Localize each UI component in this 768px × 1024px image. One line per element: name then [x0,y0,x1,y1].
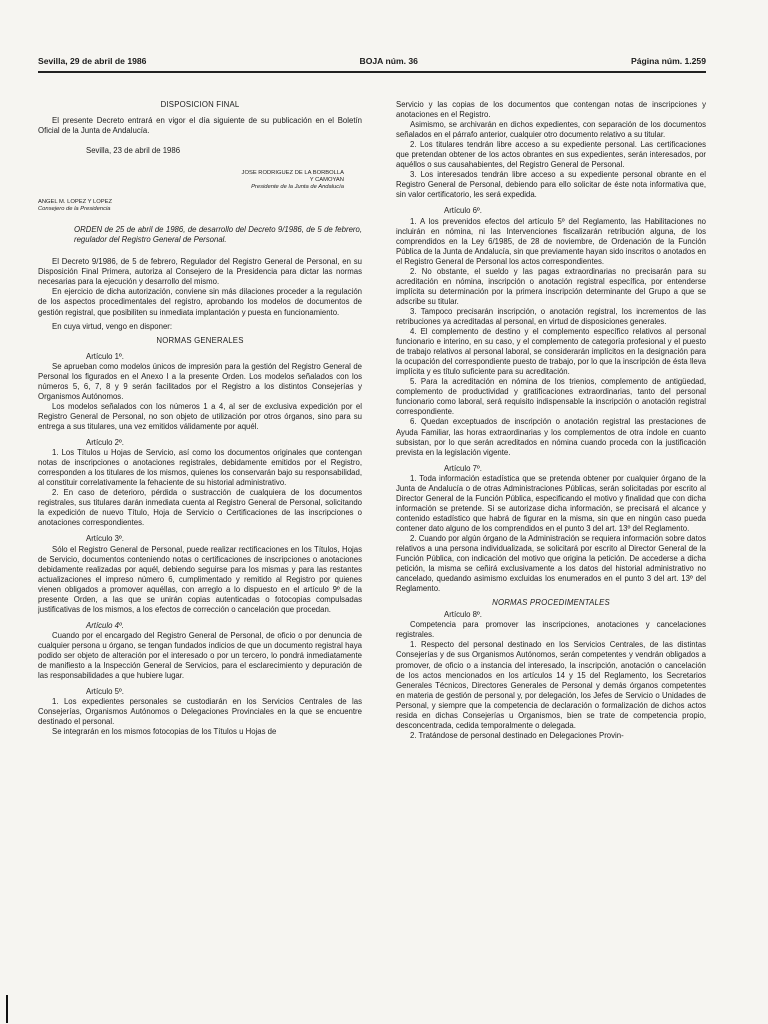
article-title: Artículo 3º. [86,534,124,544]
signer-name: ANGEL M. LOPEZ Y LOPEZ [38,199,112,206]
section-title-normas-generales: NORMAS GENERALES [156,335,244,345]
paragraph: 3. Los interesados tendrán libre acceso a su expediente personal obrante en el Registro General de Personal, debiendo para ello solicitar de éste nota informativa que, sin valor certificatorio, les será expedida. [396,170,706,200]
paragraph: 3. Tampoco precisarán inscripción, o anotación registral, los incrementos de las retribuciones ya acreditadas al personal, en virtud de disposiciones generales. [396,306,706,326]
paragraph: 1. A los prevenidos efectos del artículo 5º del Reglamento, las Habilitaciones no incluirán en nómina, ni las Intervenciones fiscalizarán retribución alguna, de los comprendidos en la Ley 6/1985, de 28 de noviembre, de Ordenación de la Función Pública de la Junta de Andalucía, sin que previamente hayan sido inscritos o anotados en el Registro General de Personal los actos correspondientes. [396,216,706,266]
paragraph: Se integrarán en los mismos fotocopias de los Títulos u Hojas de [52,727,277,737]
article-title: Artículo 4º. [86,620,124,630]
article-title: Artículo 7º. [444,463,482,473]
header-page-number: Página núm. 1.259 [631,56,706,66]
signer-role: Presidente de la Junta de Andalucía [251,184,344,191]
paragraph: Sólo el Registro General de Personal, puede realizar rectificaciones en los Títulos, Hojas de Servicio, documentos conteniendo notas o certificaciones de inscripciones o anotaciones debidamente realizadas por aquél, debiendo seguirse para los mismas y para las restantes actualizaciones el impreso número 6, cumplimentado y remitido al Registro por quienes vienen obligados a promover aquéllas, con arreglo a lo dispuesto en el artículo 9º de la presente Orden, a las que se unirán copias autenticadas o fotocopias compulsadas justificativas de los mismos, a los efectos de corrección o cancelación que procedan. [38,544,362,614]
paragraph: 5. Para la acreditación en nómina de los trienios, complemento de antigüedad, complemento de productividad y gratificaciones extraordinarias, tanto del personal funcionario como laboral, será requisito indispensable la inscripción o anotación registral correspondiente. [396,377,706,417]
paragraph: El Decreto 9/1986, de 5 de febrero, Regulador del Registro General de Personal, en su Disposición Final Primera, autoriza al Consejero de la Presidencia para dictar las normas necesarias para la ejecución y desarrollo del mismo. [38,257,362,287]
paragraph: 2. En caso de deterioro, pérdida o sustracción de cualquiera de los documentos registrales, sus titulares darán inmediata cuenta al Registro General de Personal, solicitando la expedición de nuevo Título, Hoja de Servicio o Certificaciones de las inscripciones o anotaciones correspondientes. [38,488,362,528]
article-title: Artículo 8º. [444,610,482,620]
signer-name: JOSE RODRIGUEZ DE LA BORBOLLA [241,170,344,177]
paragraph: Cuando por el encargado del Registro General de Personal, de oficio o por denuncia de cualquier persona u órgano, se tengan fundados indicios de que un documento registral haya podido ser objeto de alteración por el interesado o por un tercero, lo pondrá inmediatamente de manifiesto a la Inspección General de Servicios, para el esclarecimiento y depuración de las responsabilidades a que hubiere lugar. [38,630,362,681]
paragraph: Asimismo, se archivarán en dichos expedientes, con separación de los documentos señalados en el párrafo anterior, cualquier otro documento relativo a su titular. [396,120,706,140]
signature-president [38,170,362,191]
paragraph: 4. El complemento de destino y el complemento específico relativos al personal funcionario e interino, en su caso, y el complemento de categoría profesional y el puesto de trabajo relativos al personal laboral, se considerarán implícitos en la designación para la ocupación del correspondiente puesto de trabajo, por lo que la inscripción de ésta lleva implícita y es título suficiente para su acreditación. [396,327,706,377]
paragraph: 2. Cuando por algún órgano de la Administración se requiera información sobre datos relativos a una persona individualizada, se solicitará por escrito al Director General de la Función Pública, con indicación del motivo que origina la petición. De accederse a dicha petición, la misma se ceñirá exclusivamente a los datos del historial administrativo no cancelado, quedando asimismo excluidas los enumerados en el punto 3 del art. 13º del Reglamento. [396,533,706,594]
paragraph: En cuya virtud, vengo en disponer: [52,321,173,331]
signer-name-cont: Y CAMOYAN [309,177,344,184]
article-title: Artículo 6º. [444,206,482,216]
paragraph: El presente Decreto entrará en vigor el día siguiente de su publicación en el Boletín Oficial de la Junta de Andalucía. [38,116,362,136]
signature-consejero [38,199,362,213]
signing-date: Sevilla, 23 de abril de 1986 [86,146,181,156]
paragraph: 1. Los Títulos u Hojas de Servicio, así como los documentos originales que contengan notas de inscripciones o anotaciones registrales, debidamente emitidos por el Registro, corresponden a los titulares de los mismos, quienes los conservarán bajo su responsabilidad, al constituir correlativamente la fehaciente de su historial administrativo. [38,448,362,488]
left-column [38,100,362,1006]
paragraph: En ejercicio de dicha autorización, conviene sin más dilaciones proceder a la regulación de los aspectos procedimentales del registro, aprobando los modelos de documentos de gestión registral, que posibiliten su inmediata implantación y puesta en funcionamiento. [38,287,362,317]
page-header [38,56,706,66]
paragraph: 1. Respecto del personal destinado en los Servicios Centrales, de las distintas Consejerías y de sus Organismos Autónomos, serán competentes y vendrán obligados a promover, de oficio o a instancia del interesado, la inscripción, anotación o cancelación de los actos mencionados en los artículos 14 y 15 del Reglamento, los Secretarios Generales Técnicos, Directores Generales de Personal y demás órganos competentes en materia de gestión de personal y, por delegación, los Jefes de Servicio o Unidades de Personal, y siempre que la competencia de declaración o formalización de dichos actos resida en dichas Consejerías u Organismos, bien se trate de competencia propio, desconcentrada, cedida temporalmente o delegada. [396,640,706,730]
section-title-disposicion-final: DISPOSICION FINAL [160,100,240,109]
article-title: Artículo 5º. [86,687,124,697]
section-title-normas-procedimentales: NORMAS PROCEDIMENTALES [492,598,610,608]
signer-role: Consejero de la Presidencia [38,206,111,213]
right-column [396,100,706,1006]
paragraph: Se aprueban como modelos únicos de impresión para la gestión del Registro General de Personal los figurados en el Anexo I a la presente Orden. Los modelos señalados con los números 5, 6, 7, 8 y 9 serán facilitados por el Registro a los distintos Consejerías y Organismos Autónomos. [38,361,362,401]
header-bulletin: BOJA núm. 36 [359,56,418,66]
orden-title: ORDEN de 25 de abril de 1986, de desarrollo del Decreto 9/1986, de 5 de febrero, regulador del Registro General de Personal. [74,225,362,245]
paragraph: 6. Quedan exceptuados de inscripción o anotación registral las prestaciones de Ayuda Familiar, las horas extraordinarias y los complementos de otra índole en cuanto subsistan, por lo que serán acreditados en nómina cuando proceda con la justificación prevista en la legislación vigente. [396,417,706,457]
paragraph: 2. Los titulares tendrán libre acceso a su expediente personal. Las certificaciones que pretendan obtener de los actos obrantes en sus expedientes, serán interesados, por aquéllos o sus causahabientes, del Registro General de Personal. [396,140,706,170]
paragraph: 2. No obstante, el sueldo y las pagas extraordinarias no precisarán para su acreditación en nómina, inscripción o anotación registral específica, por entenderse implícita su determinación por la primera inscripción determinante del Grupo a que se adscribe su titular. [396,266,706,306]
article-title: Artículo 1º. [86,351,124,361]
paragraph: 2. Tratándose de personal destinado en Delegaciones Provin- [410,730,624,740]
scan-edge-mark [6,995,8,1023]
header-rule [38,71,706,73]
article-title: Artículo 2º. [86,438,124,448]
paragraph: Competencia para promover las inscripciones, anotaciones y cancelaciones registrales. [396,620,706,640]
header-date: Sevilla, 29 de abril de 1986 [38,56,147,66]
paragraph: Los modelos señalados con los números 1 a 4, al ser de exclusiva expedición por el Registro General de Personal, no son objeto de utilización por otros órganos, sino para su entrega a sus titulares, una vez emitidos válidamente por aquél. [38,401,362,431]
paragraph: 1. Toda información estadística que se pretenda obtener por cualquier órgano de la Junta de Andalucía o de otras Administraciones Públicas, serán solicitadas por escrito al Director General de la Función Pública, especificando el motivo y finalidad que con dicha información se pretende. Si se autorizase dicha información, se precisará el alcance y contenido estadístico que habrá de figurar en la misma, sin que en ningún caso pueda contener dato alguno de los comprendidos en el punto 3 del art. 13º del Reglamento. [396,473,706,533]
paragraph: Servicio y las copias de los documentos que contengan notas de inscripciones y anotaciones en el Registro. [396,100,706,120]
paragraph: 1. Los expedientes personales se custodiarán en los Servicios Centrales de las Consejerías, Organismos Autónomos o Delegaciones Provinciales en la que se encuentre destinado el personal. [38,697,362,727]
